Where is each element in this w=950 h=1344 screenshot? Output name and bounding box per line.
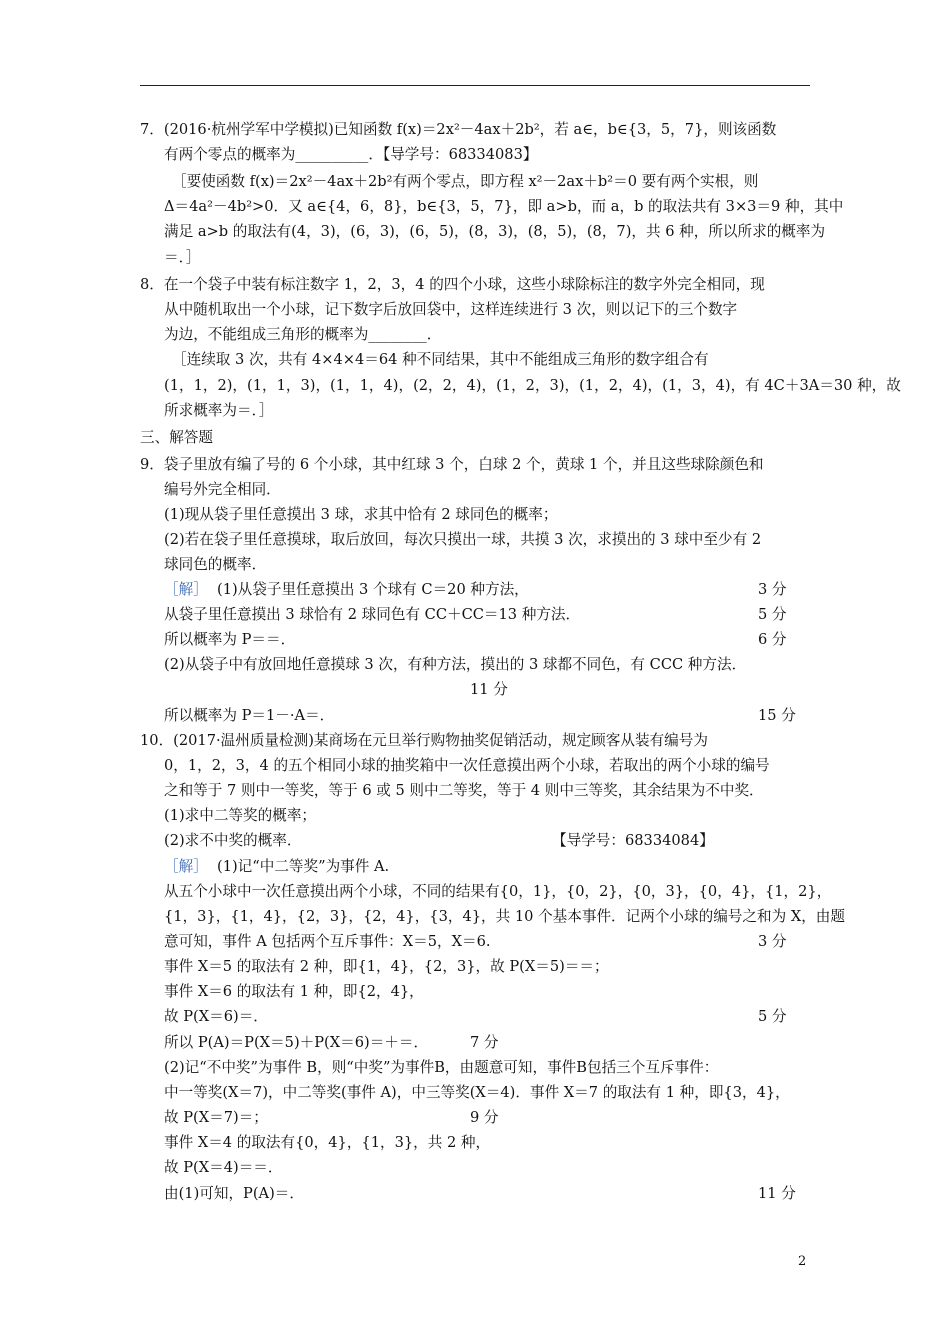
problem-7-solution-4: ＝．］ [164, 249, 201, 266]
problem-7-line-1: 7．(2016·杭州学军中学模拟)已知函数 f(x)＝2x²－4ax＋2b²，若 a∈，b∈{3，5，7}，则该函数 [140, 121, 777, 138]
problem-7-line-2: 有两个零点的概率为__________．【导学号：68334083】 [164, 146, 538, 163]
problem-9-solution-label: ［解］ [164, 581, 208, 598]
problem-10-score-3: 7 分 [470, 1034, 499, 1051]
problem-9-question-2b: 球同色的概率． [164, 556, 267, 573]
problem-10-reference-number: 【导学号：68334084】 [552, 832, 714, 849]
problem-10-line-b2: {1，3}，{1，4}，{2，3}，{2，4}，{3，4}，共 10 个基本事件．记两个小球的编号之和为 X，由题 [164, 908, 845, 925]
problem-10-line-1: 10．(2017·温州质量检测)某商场在元旦举行购物抽奖促销活动，规定顾客从装有编号为 [140, 732, 708, 749]
problem-10-score-4: 9 分 [470, 1109, 499, 1126]
problem-10-line-b4: 事件 X＝5 的取法有 2 种，即{1，4}，{2，3}，故 P(X＝5)＝＝； [164, 958, 609, 975]
problem-10-question-2: (2)求不中奖的概率． [164, 832, 302, 849]
problem-8-line-1: 8．在一个袋子中装有标注数字 1，2，3，4 的四个小球，这些小球除标注的数字外完全相同，现 [140, 276, 765, 293]
problem-10-line-c1: (2)记“不中奖”为事件 B，则“中奖”为事件B，由题意可知，事件B包括三个互斥事件： [164, 1059, 719, 1076]
problem-10-score-1: 3 分 [758, 933, 787, 950]
problem-10-answer-1: (1)记“中二等奖”为事件 A. [217, 858, 390, 875]
problem-10-line-b5: 事件 X＝6 的取法有 1 种，即{2，4}， [164, 983, 424, 1000]
problem-9-answer-4: (2)从袋子中有放回地任意摸球 3 次，有种方法，摸出的 3 球都不同色，有 CCC 种方法． [164, 656, 747, 673]
problem-8-solution-1: ［连续取 3 次，共有 4×4×4＝64 种不同结果，其中不能组成三角形的数字组合有 [172, 351, 709, 368]
problem-10-solution-label: ［解］ [164, 858, 208, 875]
problem-9-question-1: (1)现从袋子里任意摸出 3 球，求其中恰有 2 球同色的概率； [164, 506, 558, 523]
problem-10-question-1: (1)求中二等奖的概率； [164, 807, 317, 824]
problem-10-line-b7: 所以 P(A)＝P(X＝5)＋P(X＝6)＝＋＝． [164, 1034, 429, 1051]
section-heading: 三、解答题 [140, 429, 213, 446]
problem-8-line-2: 从中随机取出一个小球，记下数字后放回袋中，这样连续进行 3 次，则以记下的三个数字 [164, 301, 738, 318]
problem-10-line-c4: 事件 X＝4 的取法有{0，4}，{1，3}，共 2 种， [164, 1134, 491, 1151]
problem-10-line-c3: 故 P(X＝7)＝； [164, 1109, 268, 1126]
problem-10-line-b3: 意可知，事件 A 包括两个互斥事件：X＝5，X＝6. [164, 933, 491, 950]
problem-9-answer-1: (1)从袋子里任意摸出 3 个球有 C＝20 种方法， [217, 581, 529, 598]
problem-10-line-b1: 从五个小球中一次任意摸出两个小球，不同的结果有{0，1}，{0，2}，{0，3}，{0，4}，{1，2}， [164, 883, 832, 900]
problem-9-score-3: 6 分 [758, 631, 787, 648]
problem-9-score-1: 3 分 [758, 581, 787, 598]
problem-9-answer-2: 从袋子里任意摸出 3 球恰有 2 球同色有 CC＋CC＝13 种方法． [164, 606, 581, 623]
problem-9-question-2a: (2)若在袋子里任意摸球，取后放回，每次只摸出一球，共摸 3 次，求摸出的 3 球中至少有 2 [164, 531, 762, 548]
problem-10-line-c2: 中一等奖(X＝7)，中二等奖(事件 A)，中三等奖(X＝4)．事件 X＝7 的取法有 1 种，即{3，4}， [164, 1084, 790, 1101]
problem-9-score-4: 11 分 [470, 681, 508, 698]
problem-9-answer-5: 所以概率为 P＝1－·A＝． [164, 707, 335, 724]
problem-7-solution-3: 满足 a>b 的取法有(4，3)，(6，3)，(6，5)，(8，3)，(8，5)，(8，7)，共 6 种，所以所求的概率为 [164, 223, 826, 240]
problem-9-score-2: 5 分 [758, 606, 787, 623]
problem-10-line-2: 0，1，2，3，4 的五个相同小球的抽奖箱中一次任意摸出两个小球，若取出的两个小球的编号 [164, 757, 770, 774]
problem-9-line-2: 编号外完全相同． [164, 481, 281, 498]
problem-10-score-5: 11 分 [758, 1185, 796, 1202]
problem-9-answer-3: 所以概率为 P＝＝． [164, 631, 296, 648]
problem-10-line-c6: 由(1)可知，P(A)＝． [164, 1185, 304, 1202]
problem-10-line-c5: 故 P(X＝4)＝＝． [164, 1159, 283, 1176]
header-rule [140, 85, 810, 86]
page-number: 2 [798, 1254, 807, 1269]
problem-10-line-b6: 故 P(X＝6)＝． [164, 1008, 268, 1025]
problem-10-line-3: 之和等于 7 则中一等奖，等于 6 或 5 则中二等奖，等于 4 则中三等奖，其余结果为不中奖． [164, 782, 764, 799]
problem-9-line-1: 9．袋子里放有编了号的 6 个小球，其中红球 3 个，白球 2 个，黄球 1 个，并且这些球除颜色和 [140, 456, 764, 473]
problem-9-score-5: 15 分 [758, 707, 796, 724]
problem-8-solution-2: (1，1，2)，(1，1，3)，(1，1，4)，(2，2，4)，(1，2，3)，(1，2，4)，(1，3，4)，有 4C＋3A＝30 种，故 [164, 377, 901, 394]
problem-7-solution-2: Δ＝4a²－4b²>0．又 a∈{4，6，8}，b∈{3，5，7}，即 a>b，而 a，b 的取法共有 3×3＝9 种，其中 [164, 198, 844, 215]
problem-10-score-2: 5 分 [758, 1008, 787, 1025]
problem-7-solution-1: ［要使函数 f(x)＝2x²－4ax＋2b²有两个零点，即方程 x²－2ax＋b²＝0 要有两个实根，则 [172, 173, 759, 190]
problem-8-solution-3: 所求概率为＝．］ [164, 402, 274, 419]
problem-8-line-3: 为边，不能组成三角形的概率为________． [164, 326, 442, 343]
